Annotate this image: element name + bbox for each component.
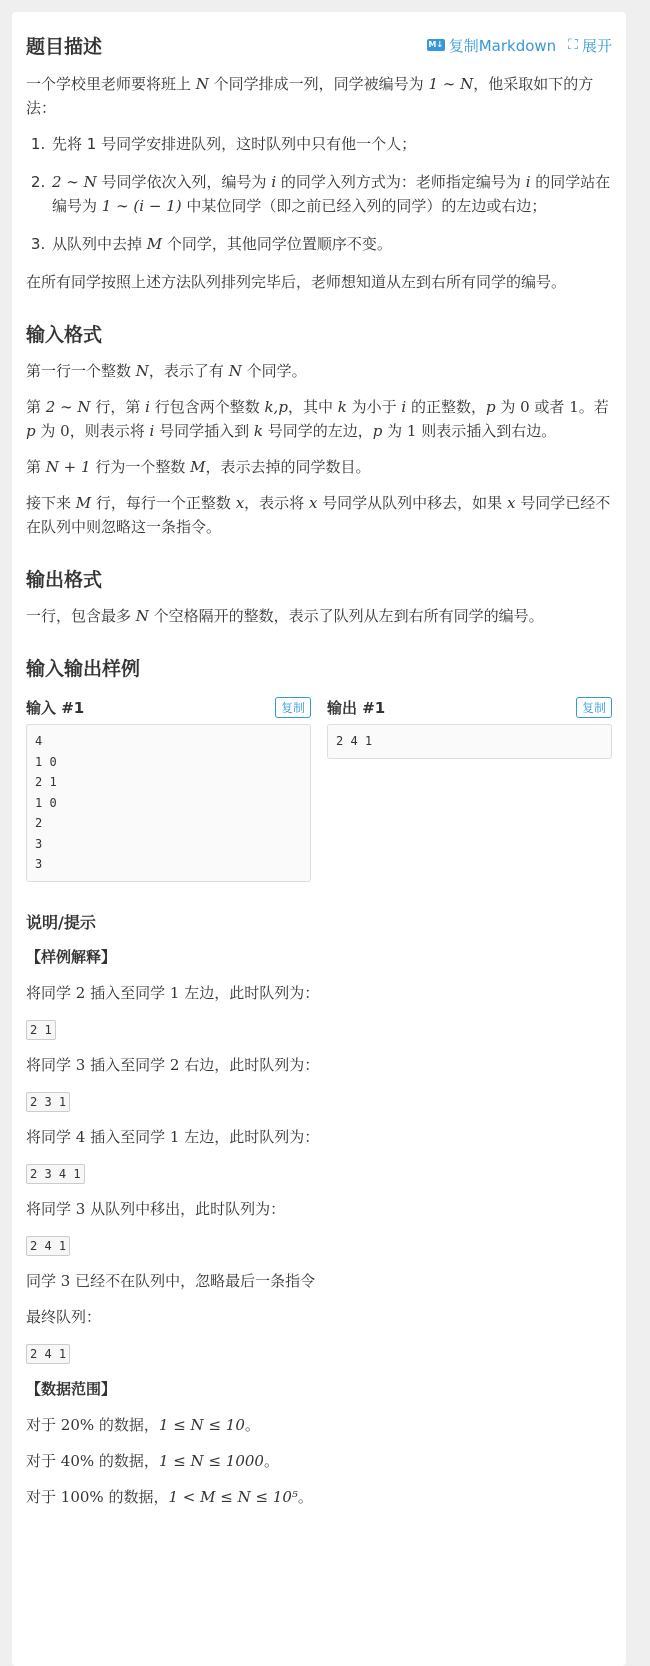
sample-input (26, 697, 311, 882)
range-1: 对于 20% 的数据，1 ≤ N ≤ 10。 (26, 1415, 260, 1434)
input-format-section (26, 320, 612, 539)
output-line-1: 一行，包含最多 N 个空格隔开的整数，表示了队列从左到右所有同学的编号。 (26, 607, 544, 625)
output-format-title: 输出格式 (26, 569, 103, 591)
input-line-4: 接下来 M 行，每行一个正整数 x，表示将 x 号同学从队列中移去，如果 x 号同学已经不在队列中则忽略这一条指令。 (26, 494, 611, 536)
input-format-title: 输入格式 (26, 324, 103, 346)
example-explain-title: 【样例解释】 (26, 947, 117, 966)
step-3: 3. 从队列中去掉 M 个同学，其他同学位置顺序不变。 (50, 232, 612, 256)
sample-input-code[interactable]: 4 1 0 2 1 1 0 2 3 3 (26, 724, 311, 882)
range-2: 对于 40% 的数据，1 ≤ N ≤ 1000。 (26, 1451, 279, 1470)
step-2: 2. 2 ∼ N 号同学依次入列，编号为 i 的同学入列方式为：老师指定编号为 i 的同学站在编号为 1 ∼ (i − 1) 中某位同学（即之前已经入列的同学）的左边或右边； (50, 170, 612, 218)
explain-1: 将同学 2 插入至同学 1 左边，此时队列为： (26, 983, 320, 1002)
step-1: 1. 先将 1 号同学安排进队列，这时队列中只有他一个人； (50, 132, 612, 156)
input-line-2: 第 2 ∼ N 行，第 i 行包含两个整数 k,p，其中 k 为小于 i 的正整数，p 为 0 或者 1。若 p 为 0，则表示将 i 号同学插入到 k 号同学的左边，p 为 1 则表示插入到右边。 (26, 398, 609, 440)
explain-6: 最终队列： (26, 1307, 102, 1326)
samples-row (26, 697, 612, 882)
sample-output-code[interactable]: 2 4 1 (327, 724, 612, 759)
markdown-icon: M↓ (428, 40, 444, 49)
sample-output-label: 输出 #1 (327, 699, 386, 717)
copy-input-button[interactable]: 复制 (275, 697, 311, 718)
explain-5: 同学 3 已经不在队列中，忽略最后一条指令 (26, 1271, 316, 1290)
samples-section (26, 654, 612, 882)
samples-title: 输入输出样例 (26, 658, 141, 680)
output-format-section (26, 565, 612, 628)
steps-list (26, 132, 612, 256)
hint-title: 说明/提示 (26, 912, 96, 932)
expand-label: 展开 (581, 36, 612, 55)
input-line-3: 第 N + 1 行为一个整数 M，表示去掉的同学数目。 (26, 458, 371, 476)
queue-3: 2 3 4 1 (26, 1161, 612, 1185)
queue-2: 2 3 1 (26, 1089, 612, 1113)
queue-1: 2 1 (26, 1017, 612, 1041)
hint-section (26, 910, 612, 1509)
explain-2: 将同学 3 插入至同学 2 右边，此时队列为： (26, 1055, 320, 1074)
explain-4: 将同学 3 从队列中移出，此时队列为： (26, 1199, 286, 1218)
input-line-1: 第一行一个整数 N，表示了有 N 个同学。 (26, 362, 307, 380)
queue-4: 2 4 1 (26, 1233, 612, 1257)
sample-input-header (26, 697, 311, 718)
explain-3: 将同学 4 插入至同学 1 左边，此时队列为： (26, 1127, 320, 1146)
expand-button[interactable] (568, 35, 612, 56)
data-range-title: 【数据范围】 (26, 1379, 117, 1398)
description-intro: 一个学校里老师要将班上 N 个同学排成一列，同学被编号为 1 ∼ N，他采取如下的方法： (26, 75, 594, 117)
copy-markdown-label: 复制Markdown (448, 36, 557, 55)
expand-icon: ⛶ (568, 37, 578, 53)
header-actions (427, 35, 612, 56)
sample-input-label: 输入 #1 (26, 699, 85, 717)
range-3: 对于 100% 的数据，1 < M ≤ N ≤ 10⁵。 (26, 1487, 313, 1506)
description-outro: 在所有同学按照上述方法队列排列完毕后，老师想知道从左到右所有同学的编号。 (26, 273, 567, 291)
queue-final: 2 4 1 (26, 1341, 612, 1365)
description-title: 题目描述 (26, 35, 103, 58)
copy-markdown-button[interactable] (427, 35, 556, 56)
sample-output (327, 697, 612, 882)
copy-output-button[interactable]: 复制 (576, 697, 612, 718)
sample-output-header (327, 697, 612, 718)
problem-card (12, 12, 626, 1666)
description-header (26, 30, 612, 60)
